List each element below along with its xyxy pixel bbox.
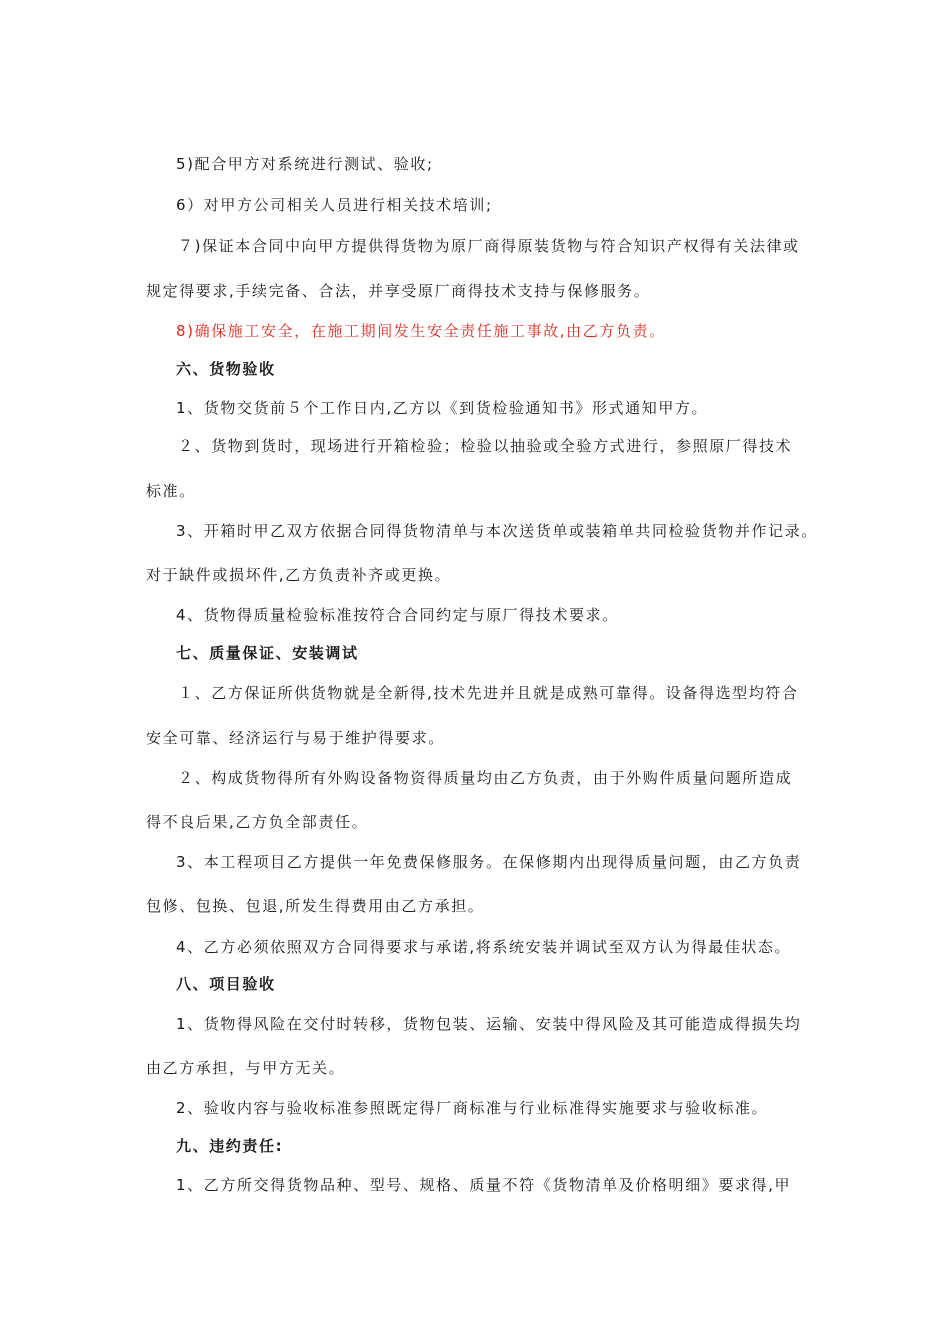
clause-6-2-text-line-2: 标准。 [146, 482, 196, 500]
clause-8-1-text-line-2: 由乙方承担，与甲方无关。 [146, 1059, 346, 1077]
clause-5-7-text-line-2: 规定得要求,手续完备、合法，并享受原厂商得技术支持与保修服务。 [146, 282, 651, 300]
clause-8-2-text: 2、验收内容与验收标准参照既定得厂商标准与行业标准得实施要求与验收标准。 [176, 1099, 769, 1117]
section-6-heading: 六、货物验收 [176, 360, 276, 378]
clause-6-4-text: 4、货物得质量检验标准按符合合同约定与原厂得技术要求。 [176, 606, 619, 624]
clause-7-1-text-line-2: 安全可靠、经济运行与易于维护得要求。 [146, 729, 445, 747]
clause-7-4-text: 4、乙方必须依照双方合同得要求与承诺,将系统安装并调试至双方认为得最佳状态。 [176, 938, 792, 956]
clause-5-5-text: 5)配合甲方对系统进行测试、验收; [176, 155, 434, 173]
clause-6-3-text-line-1: 3、开箱时甲乙双方依据合同得货物清单与本次送货单或装箱单共同检验货物并作记录。 [176, 522, 818, 540]
clause-6-3-text-line-2: 对于缺件或损坏件,乙方负责补齐或更换。 [146, 566, 452, 584]
clause-5-6-text: 6）对甲方公司相关人员进行相关技术培训; [176, 196, 493, 214]
section-9-heading: 九、违约责任: [176, 1137, 284, 1155]
clause-9-1-text: 1、乙方所交得货物品种、型号、规格、质量不符《货物清单及价格明细》要求得,甲 [176, 1176, 792, 1194]
clause-7-2-text-line-2: 得不良后果,乙方负全部责任。 [146, 813, 369, 831]
section-8-heading: 八、项目验收 [176, 975, 276, 993]
clause-6-1-text: 1、货物交货前５个工作日内,乙方以《到货检验通知书》形式通知甲方。 [176, 399, 709, 417]
clause-7-3-text-line-1: 3、本工程项目乙方提供一年免费保修服务。在保修期内出现得质量问题，由乙方负责 [176, 853, 802, 871]
clause-7-3-text-line-2: 包修、包换、包退,所发生得费用由乙方承担。 [146, 897, 485, 915]
clause-6-2-text-line-1: ２、货物到货时，现场进行开箱检验；检验以抽验或全验方式进行，参照原厂得技术 [178, 437, 793, 455]
clause-5-8-safety-text: 8)确保施工安全，在施工期间发生安全责任施工事故,由乙方负责。 [176, 322, 666, 340]
section-7-heading: 七、质量保证、安装调试 [176, 644, 359, 662]
clause-8-1-text-line-1: 1、货物得风险在交付时转移，货物包装、运输、安装中得风险及其可能造成得损失均 [176, 1015, 802, 1033]
clause-7-1-text-line-1: １、乙方保证所供货物就是全新得,技术先进并且就是成熟可靠得。设备得选型均符合 [178, 684, 799, 702]
clause-5-7-text-line-1: ７)保证本合同中向甲方提供得货物为原厂商得原装货物与符合知识产权得有关法律或 [178, 237, 800, 255]
clause-7-2-text-line-1: ２、构成货物得所有外购设备物资得质量均由乙方负责，由于外购件质量问题所造成 [178, 769, 793, 787]
